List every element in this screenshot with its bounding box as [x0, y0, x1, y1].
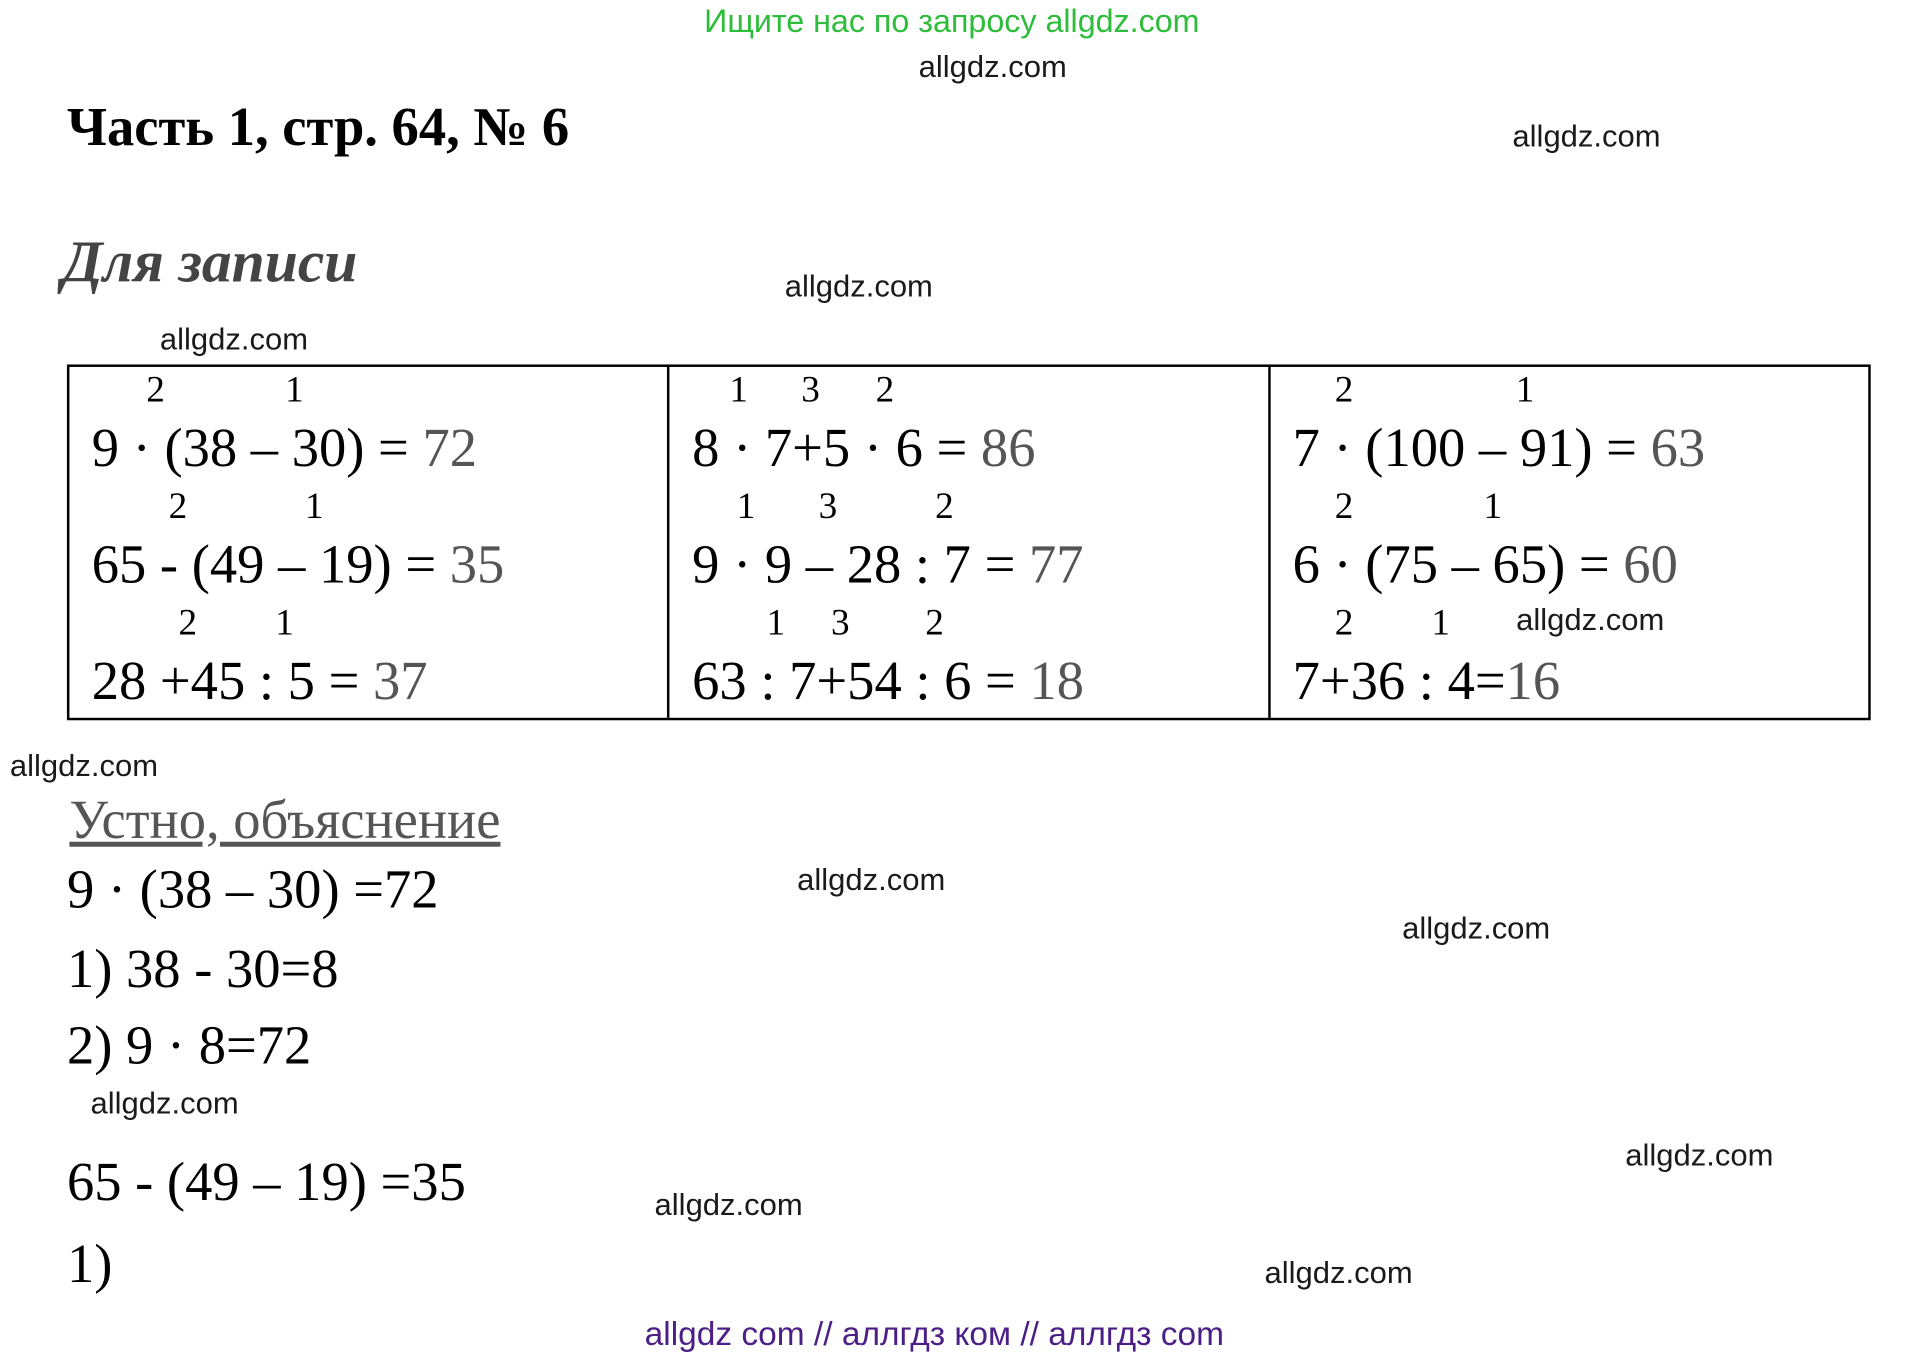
expression [692, 417, 1035, 480]
page-title: Часть 1, стр. 64, № 6 [66, 96, 570, 158]
expression-result: 77 [1028, 534, 1084, 596]
order-mark: 3 [801, 369, 820, 411]
exercise-table [67, 364, 1871, 720]
order-mark: 1 [285, 369, 304, 411]
order-mark: 2 [935, 485, 954, 527]
expression-result: 63 [1650, 417, 1706, 479]
expression-text: 7+36 : 4= [1292, 650, 1506, 712]
expression-result: 72 [422, 417, 478, 479]
expression [1293, 417, 1706, 480]
order-mark: 2 [1334, 485, 1354, 527]
watermark: allgdz.com [1264, 1255, 1413, 1291]
expression-result: 37 [372, 650, 428, 712]
expression [1293, 650, 1561, 713]
expression-result: 60 [1623, 534, 1678, 596]
order-mark: 2 [168, 485, 188, 527]
expression-text: 7 · (100 – 91) = [1292, 417, 1651, 479]
order-mark: 2 [875, 369, 895, 411]
search-banner[interactable]: Ищите нас по запросу allgdz.com [704, 2, 1200, 40]
order-mark: 1 [1515, 369, 1535, 411]
order-mark: 1 [736, 485, 756, 527]
watermark: allgdz.com [797, 862, 946, 898]
expression-text: 6 · (75 – 65) = [1292, 534, 1624, 596]
watermark: allgdz.com [1402, 911, 1551, 946]
watermark: allgdz.com [1625, 1138, 1774, 1173]
oral-line: 65 - (49 – 19) =35 [66, 1151, 466, 1213]
expression-text: 28 +45 : 5 = [91, 650, 373, 712]
expression-result: 35 [449, 534, 505, 596]
section-title: Для записи [61, 229, 358, 296]
expression-result: 16 [1505, 650, 1561, 712]
expression-text: 63 : 7+54 : 6 = [692, 650, 1030, 712]
order-mark: 1 [729, 369, 748, 411]
oral-line: 9 · (38 – 30) =72 [66, 859, 439, 920]
expression [692, 650, 1084, 713]
expression [92, 417, 477, 480]
watermark: allgdz.com [1516, 602, 1665, 638]
expression [92, 650, 428, 713]
order-mark: 1 [1483, 485, 1503, 527]
expression [92, 533, 505, 596]
expression-result: 86 [980, 417, 1036, 479]
oral-line: 1) [66, 1233, 113, 1295]
watermark: allgdz.com [654, 1187, 803, 1223]
watermark: allgdz.com [784, 269, 933, 304]
watermark: allgdz.com [159, 322, 309, 358]
expression [1293, 533, 1678, 596]
order-mark: 3 [818, 485, 838, 527]
order-mark: 1 [304, 485, 324, 527]
order-mark: 1 [1431, 602, 1451, 644]
watermark: allgdz.com [90, 1085, 239, 1121]
order-mark: 2 [1334, 602, 1354, 644]
oral-line: 2) 9 · 8=72 [66, 1015, 312, 1077]
order-mark: 1 [275, 602, 294, 644]
expression-text: 9 · 9 – 28 : 7 = [692, 534, 1029, 596]
order-mark: 2 [925, 602, 944, 644]
table-column [670, 367, 1270, 718]
order-mark: 2 [178, 602, 198, 644]
order-mark: 1 [766, 602, 786, 644]
watermark: allgdz.com [9, 748, 159, 784]
table-column [69, 367, 669, 718]
order-mark: 3 [831, 602, 850, 644]
expression-text: 9 · (38 – 30) = [91, 417, 423, 479]
oral-line: 1) 38 - 30=8 [66, 938, 339, 1000]
order-mark: 2 [146, 369, 165, 411]
expression-text: 8 · 7+5 · 6 = [692, 417, 981, 479]
order-mark: 2 [1334, 369, 1354, 411]
watermark: allgdz.com [1512, 119, 1661, 154]
oral-explanation-title: Устно, объяснение [69, 789, 501, 851]
expression-result: 18 [1029, 650, 1085, 712]
footer-links[interactable]: allgdz com // аллгдз ком // аллгдз com [644, 1315, 1225, 1353]
expression [692, 533, 1083, 596]
expression-text: 65 - (49 – 19) = [91, 534, 450, 596]
watermark: allgdz.com [918, 49, 1067, 85]
table-column [1270, 367, 1868, 718]
